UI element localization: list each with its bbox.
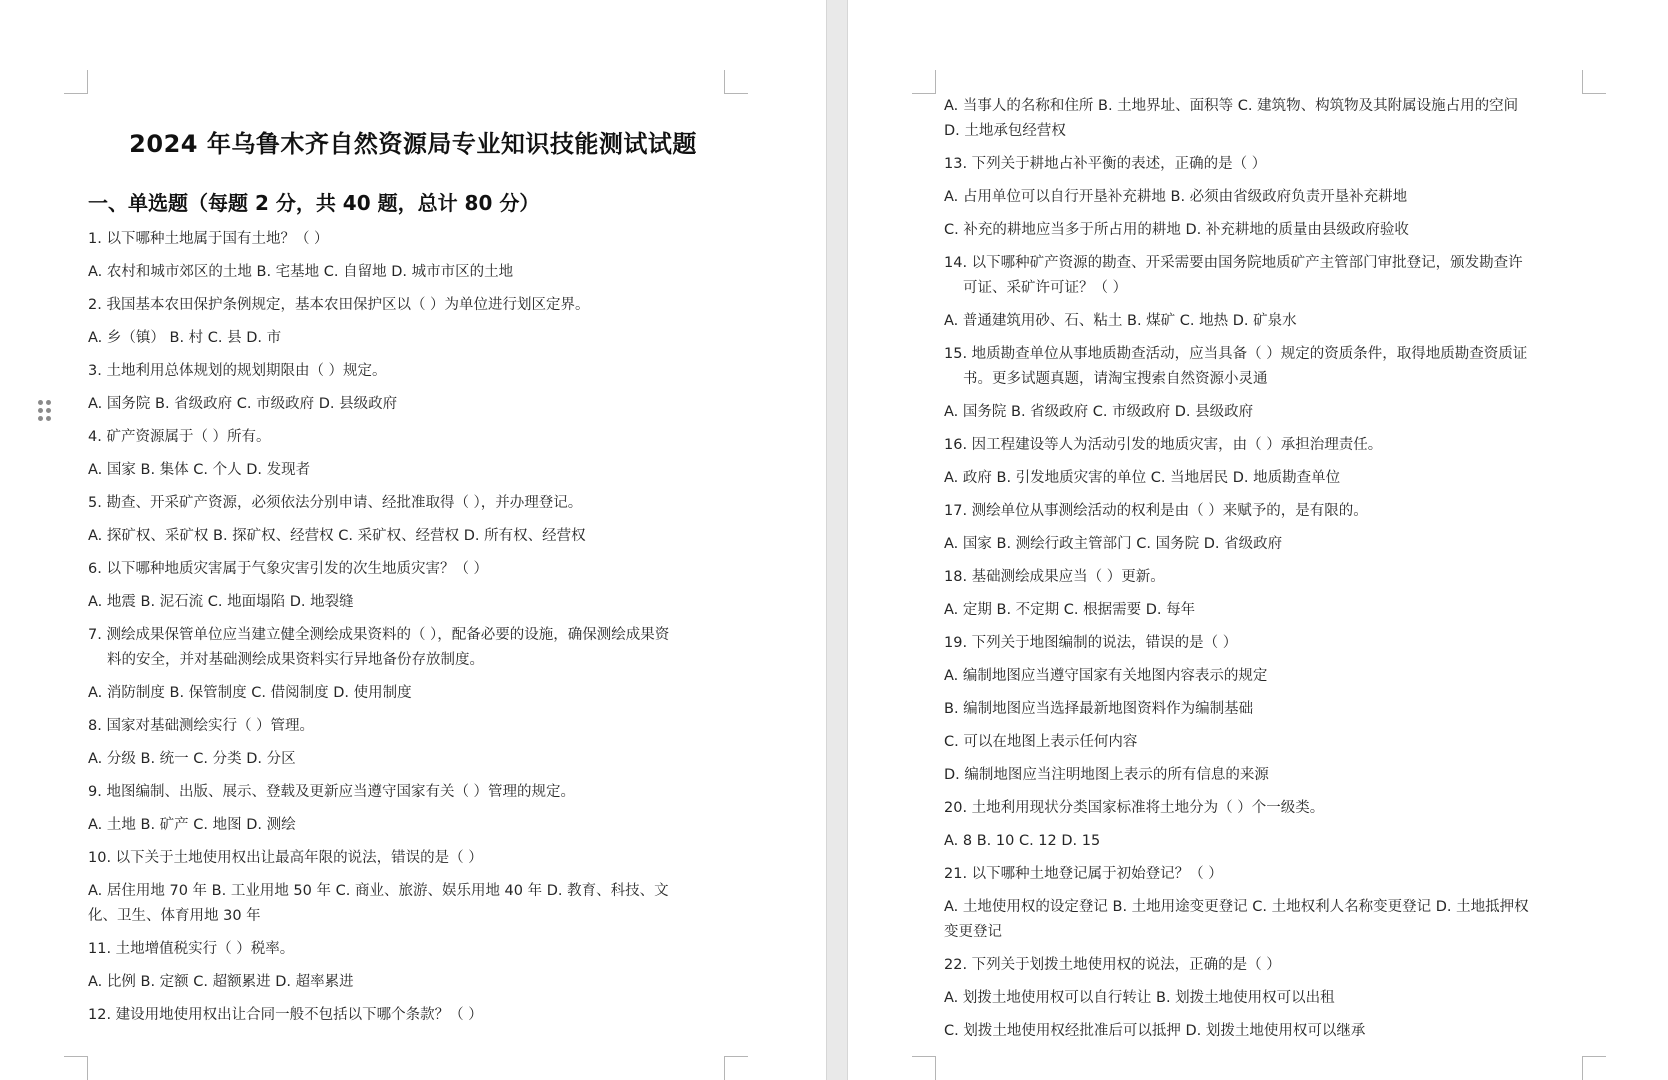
text-line: A. 国家 B. 集体 C. 个人 D. 发现者 [88,462,311,478]
text-line: D. 土地承包经营权 [944,123,1066,139]
text-line: 11. 土地增值税实行（ ）税率。 [88,941,295,957]
text-line: A. 乡（镇） B. 村 C. 县 D. 市 [88,330,282,346]
crop-mark-top-left [64,70,88,94]
text-line: 15. 地质勘查单位从事地质勘查活动，应当具备（ ）规定的资质条件，取得地质勘查资质证 [944,346,1528,362]
text-line: 10. 以下关于土地使用权出让最高年限的说法，错误的是（ ） [88,850,483,866]
text-line: A. 消防制度 B. 保管制度 C. 借阅制度 D. 使用制度 [88,685,412,701]
text-line: A. 编制地图应当遵守国家有关地图内容表示的规定 [944,668,1268,684]
document-page-left [0,0,826,1080]
text-line: 3. 土地利用总体规划的规划期限由（ ）规定。 [88,363,387,379]
text-line: C. 补充的耕地应当多于所占用的耕地 D. 补充耕地的质量由县级政府验收 [944,222,1409,238]
text-line: 4. 矿产资源属于（ ）所有。 [88,429,271,445]
text-line: A. 分级 B. 统一 C. 分类 D. 分区 [88,751,296,767]
crop-mark-bottom-left [912,1056,936,1080]
text-line: A. 土地使用权的设定登记 B. 土地用途变更登记 C. 土地权利人名称变更登记 D. 土地抵押权 [944,899,1529,915]
document-page-right [848,0,1668,1080]
text-line: A. 8 B. 10 C. 12 D. 15 [944,833,1101,849]
crop-mark-top-left [912,70,936,94]
text-line: 16. 因工程建设等人为活动引发的地质灾害，由（ ）承担治理责任。 [944,437,1383,453]
crop-mark-bottom-right [1582,1056,1606,1080]
text-line: 书。更多试题真题，请淘宝搜索自然资源小灵通 [963,371,1268,387]
text-line: C. 划拨土地使用权经批准后可以抵押 D. 划拨土地使用权可以继承 [944,1023,1366,1039]
page-gutter [826,0,848,1080]
crop-mark-top-right [1582,70,1606,94]
text-line: 化、卫生、体育用地 30 年 [88,908,261,924]
text-line: C. 可以在地图上表示任何内容 [944,734,1138,750]
text-line: 1. 以下哪种土地属于国有土地？（ ） [88,231,329,247]
crop-mark-top-right [724,70,748,94]
text-line: A. 普通建筑用砂、石、粘土 B. 煤矿 C. 地热 D. 矿泉水 [944,313,1297,329]
document-title: 2024 年乌鲁木齐自然资源局专业知识技能测试试题 [129,130,697,158]
text-line: A. 国务院 B. 省级政府 C. 市级政府 D. 县级政府 [88,396,398,412]
text-line: 变更登记 [944,924,1002,940]
text-line: A. 探矿权、采矿权 B. 探矿权、经营权 C. 采矿权、经营权 D. 所有权、经营权 [88,528,586,544]
text-line: A. 占用单位可以自行开垦补充耕地 B. 必须由省级政府负责开垦补充耕地 [944,189,1408,205]
text-line: 8. 国家对基础测绘实行（ ）管理。 [88,718,315,734]
text-line: 17. 测绘单位从事测绘活动的权利是由（ ）来赋予的，是有限的。 [944,503,1368,519]
text-line: A. 政府 B. 引发地质灾害的单位 C. 当地居民 D. 地质勘查单位 [944,470,1341,486]
text-line: 14. 以下哪种矿产资源的勘查、开采需要由国务院地质矿产主管部门审批登记，颁发勘查许 [944,255,1523,271]
text-line: 12. 建设用地使用权出让合同一般不包括以下哪个条款？（ ） [88,1007,483,1023]
text-line: 18. 基础测绘成果应当（ ）更新。 [944,569,1165,585]
text-line: A. 定期 B. 不定期 C. 根据需要 D. 每年 [944,602,1196,618]
text-line: A. 土地 B. 矿产 C. 地图 D. 测绘 [88,817,296,833]
text-line: 2. 我国基本农田保护条例规定，基本农田保护区以（ ）为单位进行划区定界。 [88,297,590,313]
text-line: 6. 以下哪种地质灾害属于气象灾害引发的次生地质灾害？（ ） [88,561,489,577]
text-line: 5. 勘查、开采矿产资源，必须依法分别申请、经批准取得（ ），并办理登记。 [88,495,583,511]
text-line: 可证、采矿许可证？（ ） [963,280,1128,296]
section-heading: 一、单选题（每题 2 分，共 40 题，总计 80 分） [88,191,540,215]
text-line: A. 比例 B. 定额 C. 超额累进 D. 超率累进 [88,974,354,990]
text-line: 7. 测绘成果保管单位应当建立健全测绘成果资料的（ ），配备必要的设施，确保测绘成果资 [88,627,670,643]
text-line: A. 农村和城市郊区的土地 B. 宅基地 C. 自留地 D. 城市市区的土地 [88,264,514,280]
text-line: 20. 土地利用现状分类国家标准将土地分为（ ）个一级类。 [944,800,1325,816]
text-line: 9. 地图编制、出版、展示、登载及更新应当遵守国家有关（ ）管理的规定。 [88,784,576,800]
text-line: 19. 下列关于地图编制的说法，错误的是（ ） [944,635,1238,651]
text-line: B. 编制地图应当选择最新地图资料作为编制基础 [944,701,1254,717]
drag-handle-icon[interactable] [38,400,52,422]
text-line: 22. 下列关于划拨土地使用权的说法，正确的是（ ） [944,957,1281,973]
text-line: 21. 以下哪种土地登记属于初始登记？（ ） [944,866,1223,882]
text-line: A. 国家 B. 测绘行政主管部门 C. 国务院 D. 省级政府 [944,536,1283,552]
text-line: A. 国务院 B. 省级政府 C. 市级政府 D. 县级政府 [944,404,1254,420]
text-line: A. 地震 B. 泥石流 C. 地面塌陷 D. 地裂缝 [88,594,354,610]
text-line: 13. 下列关于耕地占补平衡的表述，正确的是（ ） [944,156,1267,172]
text-line: A. 划拨土地使用权可以自行转让 B. 划拨土地使用权可以出租 [944,990,1335,1006]
text-line: A. 居住用地 70 年 B. 工业用地 50 年 C. 商业、旅游、娱乐用地 40 年 D. 教育、科技、文 [88,883,669,899]
text-line: D. 编制地图应当注明地图上表示的所有信息的来源 [944,767,1269,783]
text-line: A. 当事人的名称和住所 B. 土地界址、面积等 C. 建筑物、构筑物及其附属设施占用的空间 [944,98,1519,114]
text-line: 料的安全，并对基础测绘成果资料实行异地备份存放制度。 [107,652,484,668]
crop-mark-bottom-left [64,1056,88,1080]
crop-mark-bottom-right [724,1056,748,1080]
